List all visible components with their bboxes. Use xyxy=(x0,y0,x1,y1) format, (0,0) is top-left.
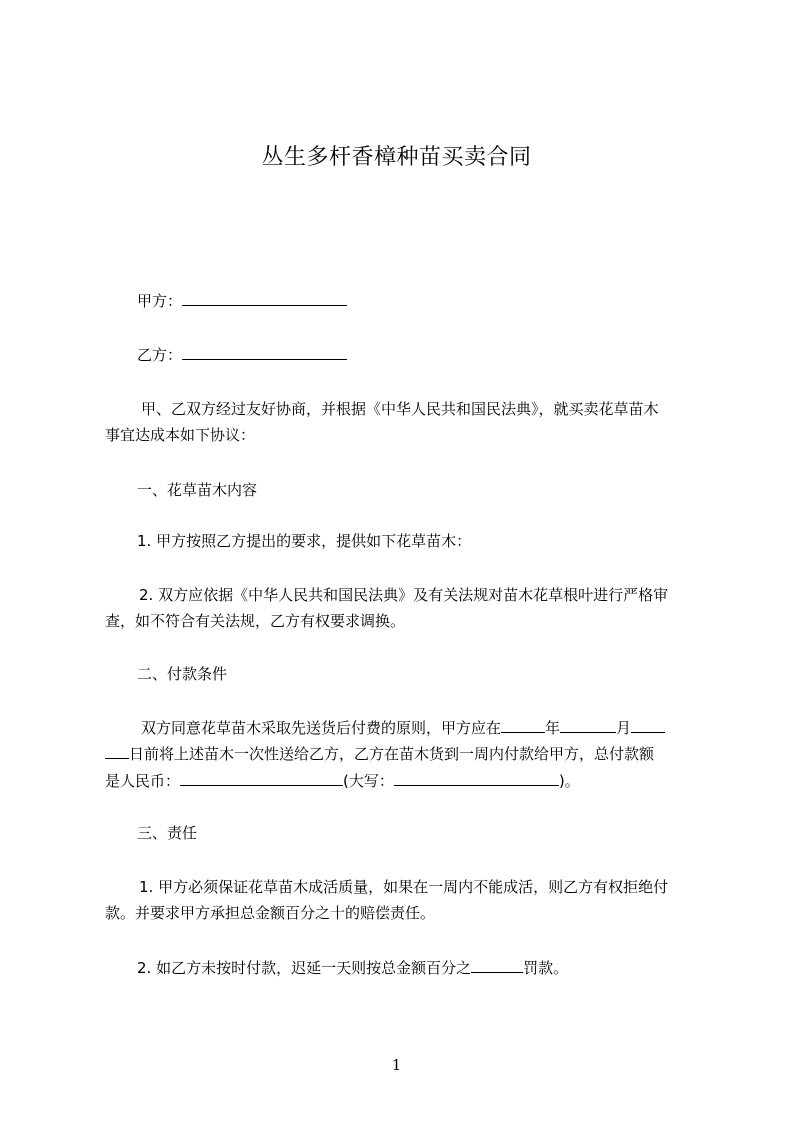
section-1-item-1: 1. 甲方按照乙方提出的要求，提供如下花草苗木： xyxy=(137,532,472,550)
party-b-blank xyxy=(182,344,347,360)
section-3-item-2 xyxy=(137,957,737,978)
section-2-heading: 二、付款条件 xyxy=(137,665,228,683)
section-3-heading: 三、责任 xyxy=(137,824,198,842)
payment-day-blank-b xyxy=(105,743,129,759)
payment-rmb-label: 是人民币： xyxy=(105,772,181,790)
payment-close: )。 xyxy=(558,772,580,790)
document-title: 丛生多杆香樟种苗买卖合同 xyxy=(261,145,532,170)
payment-amount-blank xyxy=(180,770,343,786)
party-a-label: 甲方： xyxy=(137,292,183,310)
page-number: 1 xyxy=(391,1056,402,1074)
party-b-line xyxy=(137,344,737,365)
section-1-heading: 一、花草苗木内容 xyxy=(137,481,258,499)
payment-day-blank-a xyxy=(631,717,665,733)
intro-line-2: 事宜达成本如下协议： xyxy=(105,426,256,444)
payment-line-1 xyxy=(141,717,741,738)
payment-capital-label: (大写： xyxy=(343,772,394,790)
payment-month-blank xyxy=(560,717,616,733)
party-a-blank xyxy=(182,290,347,306)
section-1-item-2-line-2: 查，如不符合有关法规，乙方有权要求调换。 xyxy=(105,612,406,630)
party-a-line xyxy=(137,290,737,311)
party-b-label: 乙方： xyxy=(137,346,183,364)
payment-capital-blank xyxy=(394,770,559,786)
section-3-item-2-end: 罚款。 xyxy=(523,959,569,977)
payment-text-b: 日前将上述苗木一次性送给乙方，乙方在苗木货到一周内付款给甲方，总付款额 xyxy=(129,745,655,763)
section-3-item-1-line-2: 款。并要求甲方承担总金额百分之十的赔偿责任。 xyxy=(105,904,436,922)
section-3-item-1-line-1: 1. 甲方必须保证花草苗木成活质量，如果在一周内不能成活，则乙方有权拒绝付 xyxy=(139,878,669,896)
payment-line-3 xyxy=(105,770,705,791)
section-1-item-2-line-1: 2. 双方应依据《中华人民共和国民法典》及有关法规对苗木花草根叶进行严格审 xyxy=(139,586,669,604)
payment-year-label: 年 xyxy=(545,719,561,737)
payment-month-label: 月 xyxy=(616,719,632,737)
penalty-percent-blank xyxy=(471,957,523,973)
payment-year-blank xyxy=(501,717,545,733)
section-3-item-2-text: 2. 如乙方未按时付款，迟延一天则按总金额百分之 xyxy=(137,959,472,977)
payment-text-a: 双方同意花草苗木采取先送货后付费的原则，甲方应在 xyxy=(141,719,502,737)
payment-line-2 xyxy=(105,743,705,764)
intro-line-1: 甲、乙双方经过友好协商，并根据《中华人民共和国民法典》，就买卖花草苗木 xyxy=(141,400,659,418)
